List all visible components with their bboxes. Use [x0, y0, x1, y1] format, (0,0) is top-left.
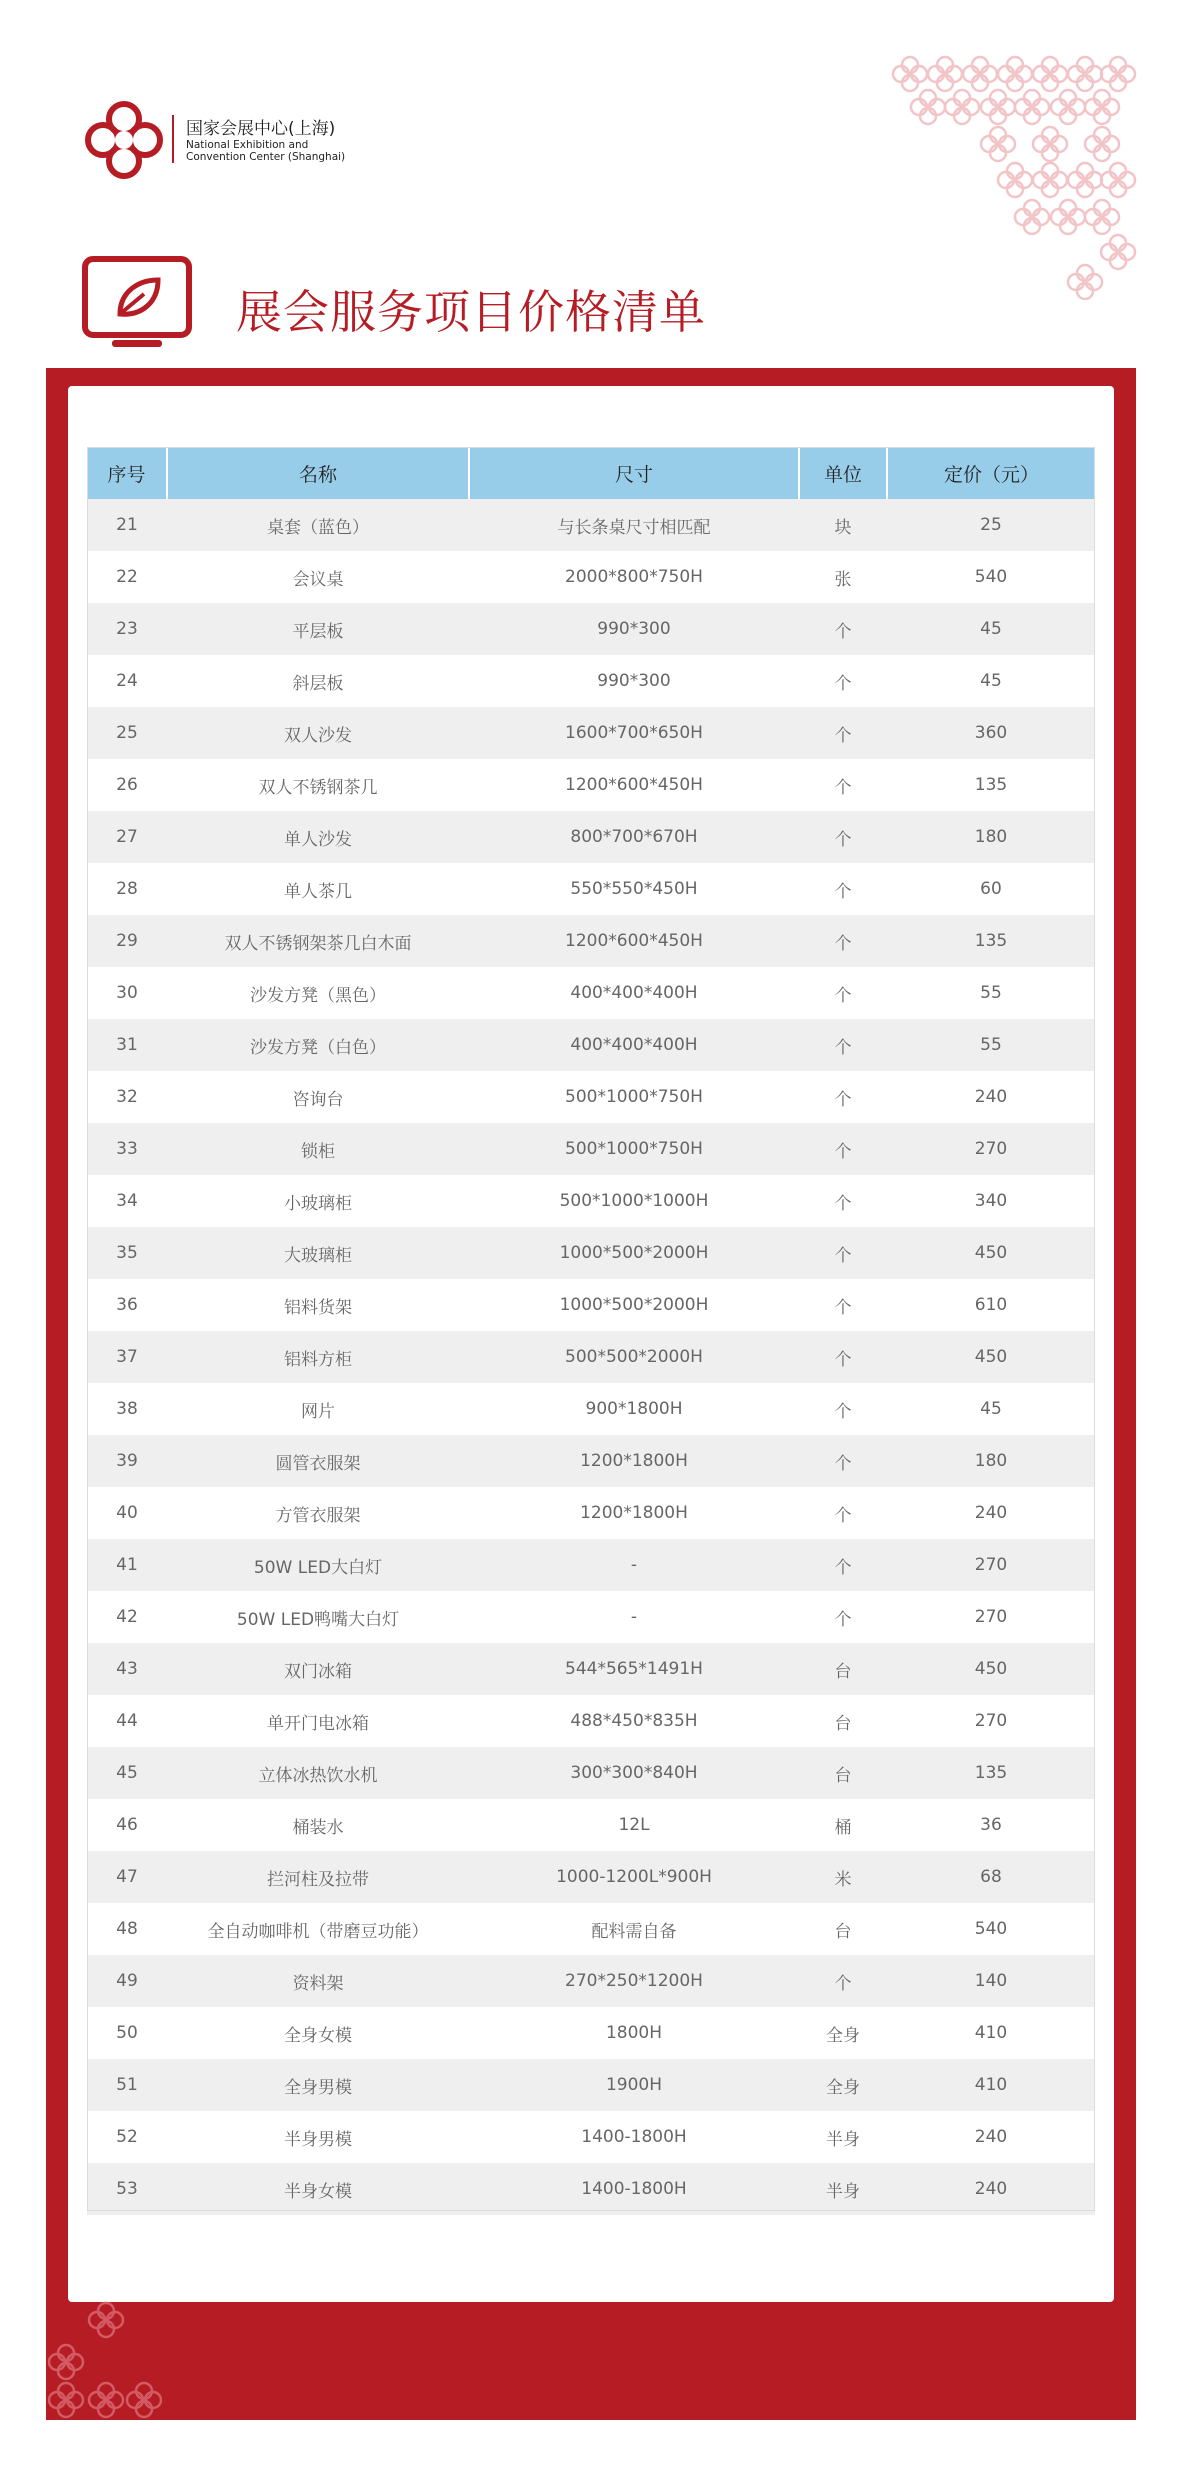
- cell-size: 1200*1800H: [469, 1487, 799, 1539]
- header-price: 定价（元）: [887, 447, 1095, 499]
- cell-name: 全自动咖啡机（带磨豆功能）: [167, 1903, 469, 1955]
- cell-price: 135: [887, 1747, 1095, 1799]
- cell-index: 49: [87, 1955, 167, 2007]
- table-row: [87, 1331, 1095, 1383]
- cell-index: 47: [87, 1851, 167, 1903]
- cell-index: 34: [87, 1175, 167, 1227]
- cell-size: 1900H: [469, 2059, 799, 2111]
- cell-unit: 台: [799, 1903, 887, 1955]
- table-row: [87, 1799, 1095, 1851]
- cell-name: 半身男模: [167, 2111, 469, 2163]
- cell-name: 桶装水: [167, 1799, 469, 1851]
- cell-index: 36: [87, 1279, 167, 1331]
- cell-unit: 台: [799, 1747, 887, 1799]
- cell-price: 68: [887, 1851, 1095, 1903]
- cell-size: 1400-1800H: [469, 2163, 799, 2215]
- cell-unit: 块: [799, 499, 887, 551]
- cell-unit: 个: [799, 811, 887, 863]
- cell-name: 会议桌: [167, 551, 469, 603]
- cell-index: 43: [87, 1643, 167, 1695]
- cell-size: 400*400*400H: [469, 1019, 799, 1071]
- cell-size: -: [469, 1539, 799, 1591]
- cell-size: 500*1000*750H: [469, 1071, 799, 1123]
- cell-unit: 个: [799, 707, 887, 759]
- cell-size: 1000*500*2000H: [469, 1279, 799, 1331]
- cell-index: 24: [87, 655, 167, 707]
- cell-index: 23: [87, 603, 167, 655]
- cell-price: 540: [887, 1903, 1095, 1955]
- cell-index: 21: [87, 499, 167, 551]
- cell-name: 小玻璃柜: [167, 1175, 469, 1227]
- cell-unit: 个: [799, 1071, 887, 1123]
- table-row: [87, 863, 1095, 915]
- cell-size: 1200*1800H: [469, 1435, 799, 1487]
- cell-unit: 个: [799, 1175, 887, 1227]
- cell-unit: 个: [799, 1591, 887, 1643]
- table-row: [87, 2163, 1095, 2215]
- cell-unit: 个: [799, 915, 887, 967]
- cell-unit: 个: [799, 1435, 887, 1487]
- cell-unit: 半身: [799, 2111, 887, 2163]
- cell-unit: 个: [799, 1539, 887, 1591]
- cell-name: 50W LED鸭嘴大白灯: [167, 1591, 469, 1643]
- cell-name: 平层板: [167, 603, 469, 655]
- cell-price: 36: [887, 1799, 1095, 1851]
- cell-unit: 个: [799, 759, 887, 811]
- cell-size: 1000*500*2000H: [469, 1227, 799, 1279]
- cell-index: 40: [87, 1487, 167, 1539]
- table-row: [87, 1539, 1095, 1591]
- cell-name: 双人不锈钢架茶几白木面: [167, 915, 469, 967]
- cell-index: 33: [87, 1123, 167, 1175]
- cell-index: 30: [87, 967, 167, 1019]
- cell-index: 29: [87, 915, 167, 967]
- cell-size: 12L: [469, 1799, 799, 1851]
- cell-price: 25: [887, 499, 1095, 551]
- cell-name: 圆管衣服架: [167, 1435, 469, 1487]
- cell-index: 52: [87, 2111, 167, 2163]
- cell-price: 410: [887, 2059, 1095, 2111]
- cell-name: 单开门电冰箱: [167, 1695, 469, 1747]
- cell-size: 1600*700*650H: [469, 707, 799, 759]
- cell-size: 900*1800H: [469, 1383, 799, 1435]
- cell-index: 25: [87, 707, 167, 759]
- table-row: [87, 1175, 1095, 1227]
- table-row: [87, 603, 1095, 655]
- cell-unit: 个: [799, 1019, 887, 1071]
- cell-unit: 个: [799, 655, 887, 707]
- cell-size: 500*1000*1000H: [469, 1175, 799, 1227]
- table-row: [87, 1071, 1095, 1123]
- table-row: [87, 1487, 1095, 1539]
- cell-name: 沙发方凳（白色）: [167, 1019, 469, 1071]
- table-row: [87, 1383, 1095, 1435]
- cell-name: 铝料方柜: [167, 1331, 469, 1383]
- table-body: [87, 499, 1095, 2215]
- cell-size: 400*400*400H: [469, 967, 799, 1019]
- cell-index: 45: [87, 1747, 167, 1799]
- cell-name: 立体冰热饮水机: [167, 1747, 469, 1799]
- cell-index: 46: [87, 1799, 167, 1851]
- cell-unit: 个: [799, 1279, 887, 1331]
- cell-size: 配料需自备: [469, 1903, 799, 1955]
- cell-unit: 个: [799, 1331, 887, 1383]
- cell-size: 500*500*2000H: [469, 1331, 799, 1383]
- cell-size: 990*300: [469, 603, 799, 655]
- cell-index: 28: [87, 863, 167, 915]
- table-row: [87, 1695, 1095, 1747]
- cell-price: 270: [887, 1123, 1095, 1175]
- price-table: [87, 447, 1095, 2215]
- cell-unit: 桶: [799, 1799, 887, 1851]
- cell-price: 240: [887, 2163, 1095, 2215]
- header-index: 序号: [87, 447, 167, 499]
- cell-size: -: [469, 1591, 799, 1643]
- cell-size: 1000-1200L*900H: [469, 1851, 799, 1903]
- cell-size: 2000*800*750H: [469, 551, 799, 603]
- cell-name: 双门冰箱: [167, 1643, 469, 1695]
- header-size: 尺寸: [469, 447, 799, 499]
- cell-unit: 全身: [799, 2059, 887, 2111]
- cell-size: 1200*600*450H: [469, 915, 799, 967]
- cell-price: 45: [887, 1383, 1095, 1435]
- cell-unit: 个: [799, 1955, 887, 2007]
- cell-price: 140: [887, 1955, 1095, 2007]
- table-row: [87, 1123, 1095, 1175]
- cell-index: 50: [87, 2007, 167, 2059]
- cell-name: 锁柜: [167, 1123, 469, 1175]
- cell-index: 37: [87, 1331, 167, 1383]
- cell-unit: 个: [799, 1487, 887, 1539]
- table-row: [87, 1903, 1095, 1955]
- logo-name-en-line2: Convention Center (Shanghai): [186, 151, 346, 163]
- cell-name: 双人不锈钢茶几: [167, 759, 469, 811]
- cell-size: 500*1000*750H: [469, 1123, 799, 1175]
- cell-index: 31: [87, 1019, 167, 1071]
- cell-price: 610: [887, 1279, 1095, 1331]
- cell-name: 单人沙发: [167, 811, 469, 863]
- cell-name: 网片: [167, 1383, 469, 1435]
- cell-name: 单人茶几: [167, 863, 469, 915]
- table-row: [87, 499, 1095, 551]
- cell-price: 60: [887, 863, 1095, 915]
- cell-unit: 个: [799, 863, 887, 915]
- flower-pattern-bottom-icon: [44, 2300, 184, 2430]
- table-row: [87, 655, 1095, 707]
- cell-index: 42: [87, 1591, 167, 1643]
- cell-name: 沙发方凳（黑色）: [167, 967, 469, 1019]
- flower-pattern-icon: [890, 52, 1140, 307]
- logo-divider: [172, 115, 174, 163]
- cell-unit: 台: [799, 1695, 887, 1747]
- table-row: [87, 967, 1095, 1019]
- cell-price: 180: [887, 811, 1095, 863]
- cell-name: 铝料货架: [167, 1279, 469, 1331]
- cell-name: 拦河柱及拉带: [167, 1851, 469, 1903]
- cell-size: 544*565*1491H: [469, 1643, 799, 1695]
- cell-price: 410: [887, 2007, 1095, 2059]
- table-row: [87, 2059, 1095, 2111]
- cell-index: 53: [87, 2163, 167, 2215]
- cell-unit: 半身: [799, 2163, 887, 2215]
- cell-size: 550*550*450H: [469, 863, 799, 915]
- table-header-row: [87, 447, 1095, 499]
- table-row: [87, 1435, 1095, 1487]
- table-row: [87, 1851, 1095, 1903]
- table-row: [87, 1279, 1095, 1331]
- logo-name-en-line1: National Exhibition and: [186, 139, 309, 151]
- table-row: [87, 1643, 1095, 1695]
- table-row: [87, 551, 1095, 603]
- table-row: [87, 1591, 1095, 1643]
- cell-price: 240: [887, 1487, 1095, 1539]
- cell-size: 1400-1800H: [469, 2111, 799, 2163]
- table-row: [87, 2111, 1095, 2163]
- cell-name: 咨询台: [167, 1071, 469, 1123]
- cell-price: 270: [887, 1539, 1095, 1591]
- cell-size: 1200*600*450H: [469, 759, 799, 811]
- cell-price: 240: [887, 1071, 1095, 1123]
- cell-price: 135: [887, 759, 1095, 811]
- cell-size: 300*300*840H: [469, 1747, 799, 1799]
- cell-index: 51: [87, 2059, 167, 2111]
- cell-price: 180: [887, 1435, 1095, 1487]
- cell-index: 48: [87, 1903, 167, 1955]
- table-row: [87, 915, 1095, 967]
- clover-logo-icon: [84, 100, 164, 180]
- cell-size: 270*250*1200H: [469, 1955, 799, 2007]
- page-title: 展会服务项目价格清单: [236, 285, 706, 339]
- cell-price: 450: [887, 1227, 1095, 1279]
- cell-size: 与长条桌尺寸相匹配: [469, 499, 799, 551]
- cell-index: 44: [87, 1695, 167, 1747]
- cell-name: 桌套（蓝色）: [167, 499, 469, 551]
- cell-unit: 个: [799, 967, 887, 1019]
- table-row: [87, 1955, 1095, 2007]
- cell-name: 方管衣服架: [167, 1487, 469, 1539]
- cell-unit: 个: [799, 1227, 887, 1279]
- logo-name-en: [186, 139, 345, 163]
- monitor-leaf-icon: [82, 256, 192, 356]
- cell-price: 135: [887, 915, 1095, 967]
- cell-unit: 台: [799, 1643, 887, 1695]
- table-row: [87, 1019, 1095, 1071]
- cell-price: 45: [887, 655, 1095, 707]
- cell-price: 270: [887, 1695, 1095, 1747]
- logo-name-cn: 国家会展中心(上海): [186, 119, 336, 139]
- cell-price: 240: [887, 2111, 1095, 2163]
- cell-size: 990*300: [469, 655, 799, 707]
- header-name: 名称: [167, 447, 469, 499]
- cell-index: 27: [87, 811, 167, 863]
- cell-unit: 米: [799, 1851, 887, 1903]
- cell-index: 35: [87, 1227, 167, 1279]
- table-row: [87, 811, 1095, 863]
- cell-name: 全身女模: [167, 2007, 469, 2059]
- cell-price: 55: [887, 1019, 1095, 1071]
- table-row: [87, 1747, 1095, 1799]
- table-row: [87, 1227, 1095, 1279]
- cell-index: 41: [87, 1539, 167, 1591]
- cell-name: 双人沙发: [167, 707, 469, 759]
- cell-name: 50W LED大白灯: [167, 1539, 469, 1591]
- cell-unit: 全身: [799, 2007, 887, 2059]
- cell-price: 450: [887, 1643, 1095, 1695]
- cell-index: 26: [87, 759, 167, 811]
- cell-price: 45: [887, 603, 1095, 655]
- table-row: [87, 2007, 1095, 2059]
- table-row: [87, 759, 1095, 811]
- cell-price: 340: [887, 1175, 1095, 1227]
- cell-unit: 张: [799, 551, 887, 603]
- cell-index: 32: [87, 1071, 167, 1123]
- cell-index: 22: [87, 551, 167, 603]
- cell-name: 资料架: [167, 1955, 469, 2007]
- cell-name: 大玻璃柜: [167, 1227, 469, 1279]
- cell-size: 488*450*835H: [469, 1695, 799, 1747]
- cell-unit: 个: [799, 1123, 887, 1175]
- cell-size: 800*700*670H: [469, 811, 799, 863]
- cell-name: 全身男模: [167, 2059, 469, 2111]
- cell-index: 39: [87, 1435, 167, 1487]
- cell-name: 半身女模: [167, 2163, 469, 2215]
- cell-price: 55: [887, 967, 1095, 1019]
- cell-index: 38: [87, 1383, 167, 1435]
- header-unit: 单位: [799, 447, 887, 499]
- table-row: [87, 707, 1095, 759]
- cell-price: 450: [887, 1331, 1095, 1383]
- cell-unit: 个: [799, 1383, 887, 1435]
- cell-price: 540: [887, 551, 1095, 603]
- cell-price: 360: [887, 707, 1095, 759]
- cell-name: 斜层板: [167, 655, 469, 707]
- cell-size: 1800H: [469, 2007, 799, 2059]
- cell-unit: 个: [799, 603, 887, 655]
- cell-price: 270: [887, 1591, 1095, 1643]
